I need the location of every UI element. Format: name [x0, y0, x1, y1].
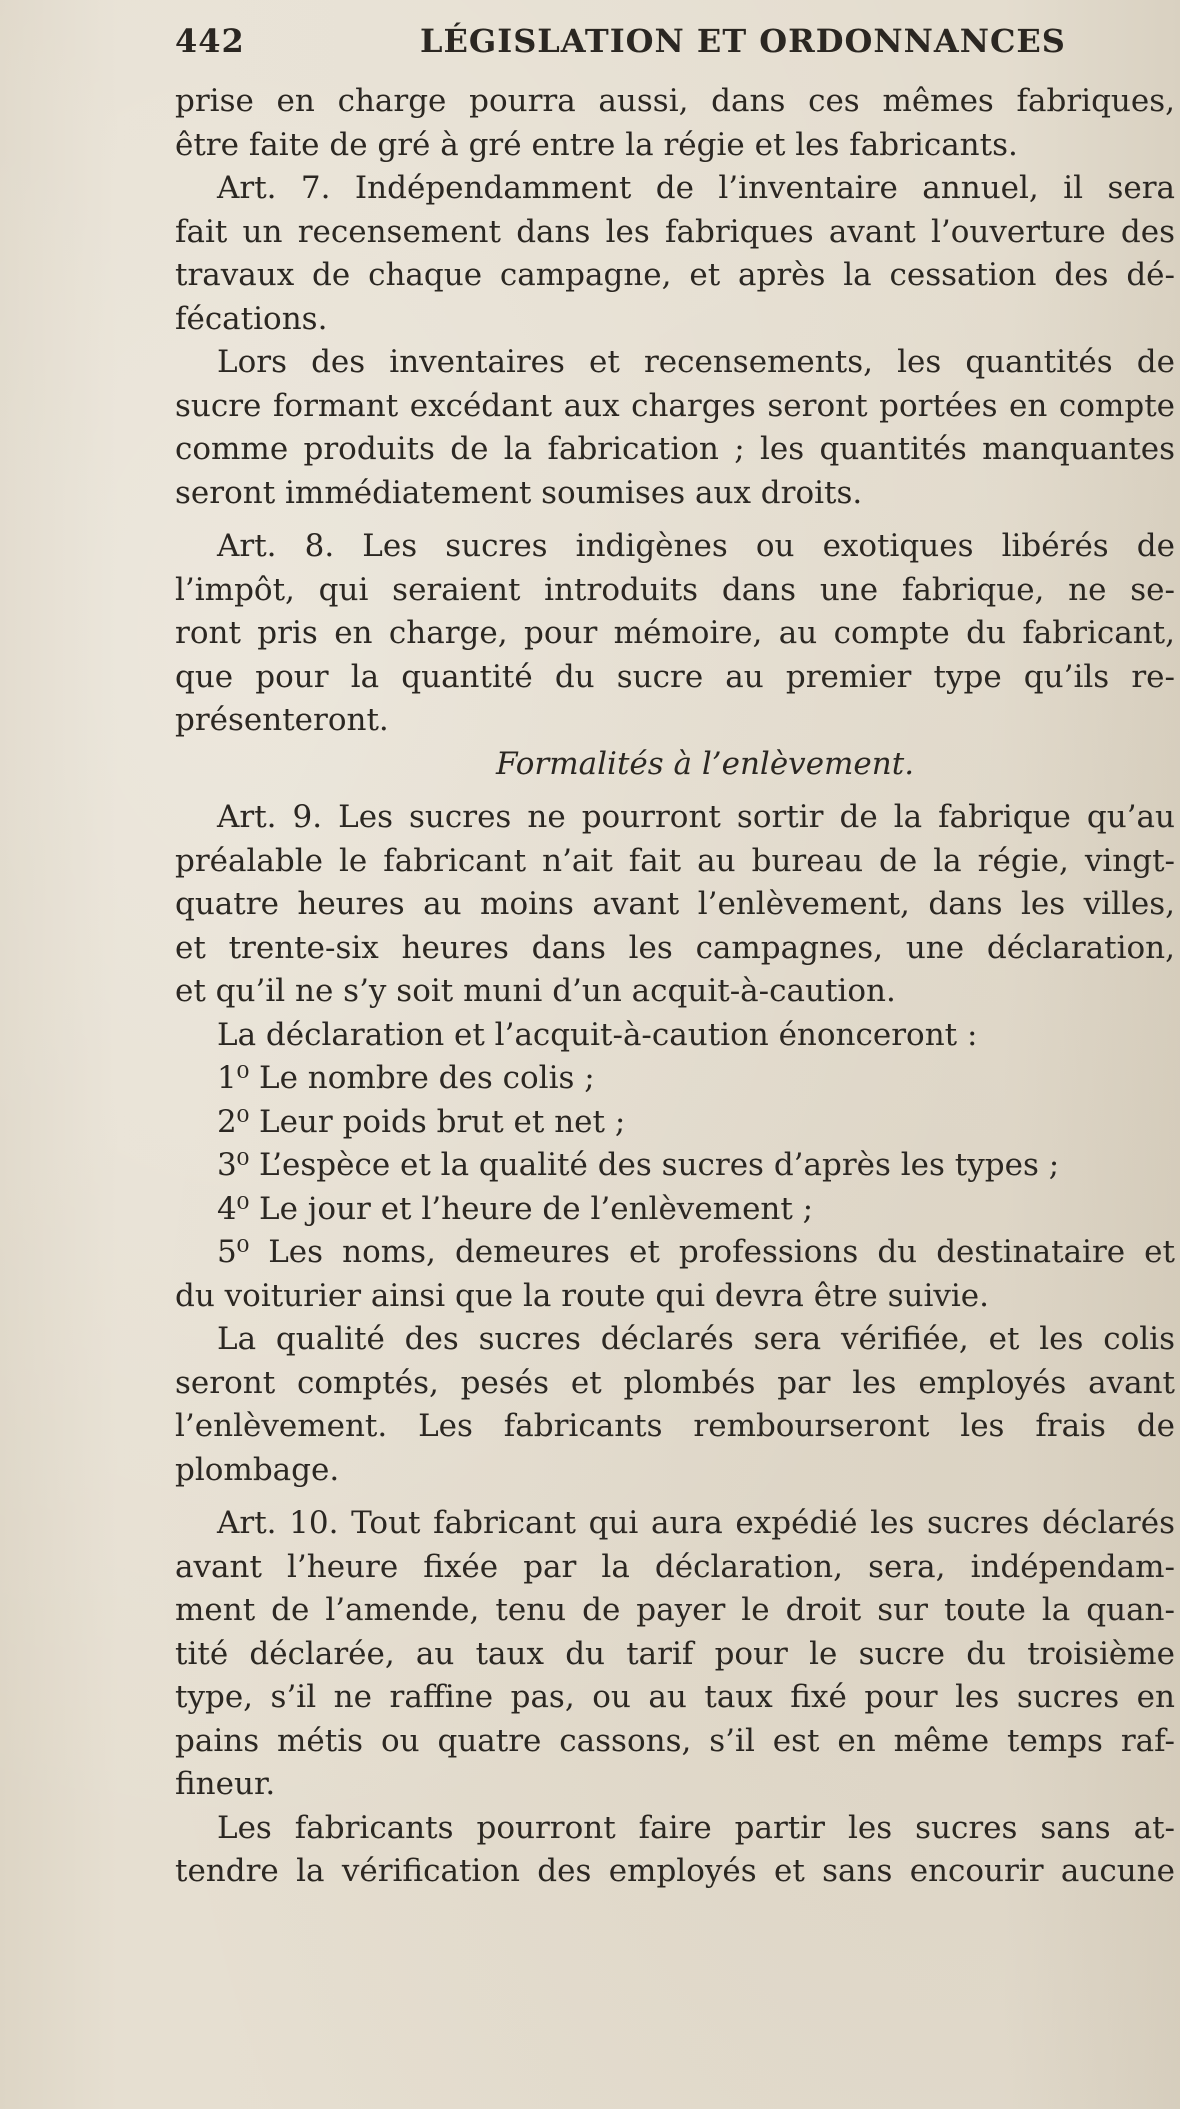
text-line: avant l’heure fixée par la déclaration, sera, indépendam-: [175, 1548, 1175, 1585]
text-line: ront pris en charge, pour mémoire, au compte du fabricant,: [175, 615, 1175, 651]
text-line: fécations.: [175, 300, 328, 337]
text-line: type, s’il ne raffine pas, ou au taux fixé pour les sucres en: [175, 1679, 1175, 1715]
text-line: La qualité des sucres déclarés sera vérifiée, et les colis: [217, 1321, 1175, 1357]
text-line: Lors des inventaires et recensements, les quantités de: [217, 344, 1175, 380]
text-line: comme produits de la fabrication ; les quantités manquantes: [175, 431, 1175, 467]
list-item: 5⁰ Les noms, demeures et professions du destinataire et: [217, 1234, 1175, 1270]
text-line: fait un recensement dans les fabriques avant l’ouverture des: [175, 213, 1175, 250]
text-line: travaux de chaque campagne, et après la cessation des dé-: [175, 257, 1175, 293]
text-line: Art. 7. Indépendamment de l’inventaire annuel, il sera: [217, 170, 1175, 206]
text-line: être faite de gré à gré entre la régie et les fabricants.: [175, 126, 1018, 163]
text-line: et trente-six heures dans les campagnes, une déclaration,: [175, 929, 1175, 966]
running-title: LÉGISLATION ET ORDONNANCES: [420, 22, 1066, 60]
list-item: 2⁰ Leur poids brut et net ;: [217, 1103, 626, 1140]
text-line: quatre heures au moins avant l’enlèvement, dans les villes,: [175, 886, 1175, 922]
text-line: sucre formant excédant aux charges seront portées en compte: [175, 387, 1175, 424]
text-line: préalable le fabricant n’ait fait au bureau de la régie, vingt-: [175, 842, 1175, 879]
book-page: [175, 0, 1175, 2109]
text-line: l’enlèvement. Les fabricants rembourseront les frais de: [175, 1408, 1175, 1444]
page-header: [175, 22, 1165, 72]
list-item: 1⁰ Le nombre des colis ;: [217, 1060, 595, 1096]
text-line: présenteront.: [175, 702, 389, 738]
text-line: Art. 10. Tout fabricant qui aura expédié les sucres déclarés: [217, 1505, 1175, 1541]
text-line: et qu’il ne s’y soit muni d’un acquit-à-caution.: [175, 973, 896, 1009]
text-line: ment de l’amende, tenu de payer le droit sur toute la quan-: [175, 1592, 1175, 1628]
text-line: seront comptés, pesés et plombés par les employés avant: [175, 1364, 1175, 1401]
text-line: pains métis ou quatre cassons, s’il est en même temps raf-: [175, 1722, 1175, 1759]
text-line: Art. 8. Les sucres indigènes ou exotiques libérés de: [217, 528, 1175, 564]
text-line: plombage.: [175, 1451, 340, 1488]
text-line: que pour la quantité du sucre au premier type qu’ils re-: [175, 658, 1175, 695]
text-line: fineur.: [175, 1766, 276, 1802]
text-line: tendre la vérification des employés et sans encourir aucune: [175, 1853, 1175, 1889]
body-text: [175, 80, 1175, 1894]
text-line: prise en charge pourra aussi, dans ces mêmes fabriques,: [175, 83, 1175, 119]
section-heading: Formalités à l’enlèvement.: [495, 745, 915, 782]
text-line: Les fabricants pourront faire partir les sucres sans at-: [217, 1809, 1175, 1846]
list-item: 4⁰ Le jour et l’heure de l’enlèvement ;: [217, 1190, 814, 1227]
text-line: Art. 9. Les sucres ne pourront sortir de la fabrique qu’au: [217, 799, 1175, 835]
text-line: seront immédiatement soumises aux droits.: [175, 474, 863, 511]
text-line: l’impôt, qui seraient introduits dans une fabrique, ne se-: [175, 571, 1175, 608]
page-number: 442: [175, 22, 245, 60]
text-line: du voiturier ainsi que la route qui devra être suivie.: [175, 1277, 990, 1314]
text-line: tité déclarée, au taux du tarif pour le sucre du troisième: [175, 1635, 1175, 1672]
list-item: 3⁰ L’espèce et la qualité des sucres d’après les types ;: [217, 1147, 1060, 1183]
text-line: La déclaration et l’acquit-à-caution énonceront :: [217, 1016, 978, 1053]
